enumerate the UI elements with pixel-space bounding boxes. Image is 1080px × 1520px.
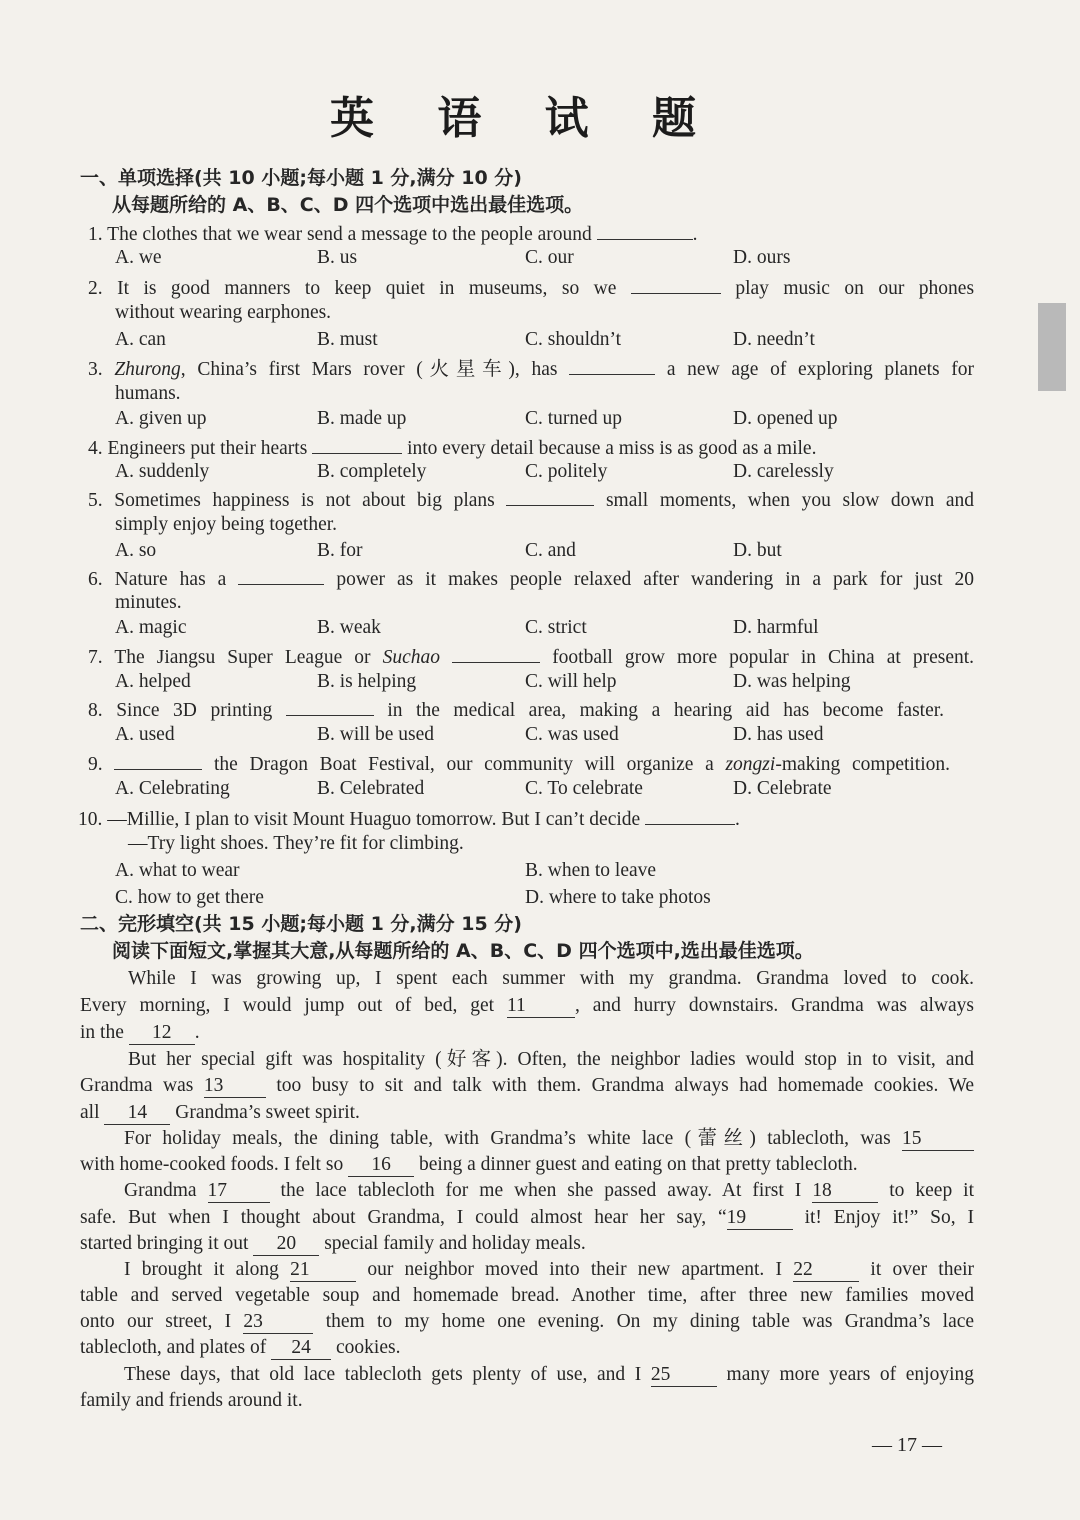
question-2-cont: without wearing earphones.	[115, 302, 332, 323]
question-6-cont: minutes.	[115, 592, 182, 613]
answer-blank	[597, 219, 693, 240]
question-7-options: A. helped B. is helping C. will help D. was helping	[115, 671, 851, 692]
section1-instruction: 从每题所给的 A、B、C、D 四个选项中选出最佳选项。	[112, 194, 584, 216]
question-10-reply: —Try light shoes. They’re fit for climbing.	[128, 833, 464, 854]
cloze-blank-14: 14	[104, 1102, 170, 1125]
question-10-options-row2: C. how to get there D. where to take photos	[115, 887, 711, 908]
cloze-blank-24: 24	[271, 1337, 331, 1360]
passage-line-17: family and friends around it.	[80, 1390, 303, 1411]
answer-blank	[312, 433, 402, 454]
question-6-stem: 6. Nature has a power as it makes people relaxed after wandering in a park for just 20	[88, 564, 974, 590]
side-tab-marker	[1038, 303, 1066, 391]
question-8-stem: 8. Since 3D printing in the medical area, making a hearing aid has become faster.	[88, 695, 944, 721]
question-5-cont: simply enjoy being together.	[115, 514, 338, 535]
passage-line-6: all 14 Grandma’s sweet spirit.	[80, 1102, 360, 1123]
passage-line-8: with home-cooked foods. I felt so 16 being a dinner guest and eating on that pretty tablecloth.	[80, 1154, 858, 1175]
question-6-options: A. magic B. weak C. strict D. harmful	[115, 617, 819, 638]
question-5-stem: 5. Sometimes happiness is not about big plans small moments, when you slow down and	[88, 485, 974, 511]
question-7-stem: 7. The Jiangsu Super League or Suchao football grow more popular in China at present.	[88, 642, 974, 668]
passage-line-12: I brought it along 21 our neighbor moved into their new apartment. I 22 it over their	[124, 1259, 975, 1280]
passage-line-14: onto our street, I 23 them to my home one evening. On my dining table was Grandma’s lace	[80, 1311, 975, 1332]
answer-blank	[238, 564, 324, 585]
cloze-blank-23: 23	[243, 1311, 313, 1334]
passage-line-11: started bringing it out 20 special family and holiday meals.	[80, 1233, 586, 1254]
question-3-cont: humans.	[115, 383, 181, 404]
question-9-stem: 9. the Dragon Boat Festival, our community will organize a zongzi-making competition.	[88, 749, 950, 775]
section2-instruction: 阅读下面短文,掌握其大意,从每题所给的 A、B、C、D 四个选项中,选出最佳选项。	[112, 940, 814, 962]
section1-heading: 一、单项选择(共 10 小题;每小题 1 分,满分 10 分)	[80, 167, 522, 189]
passage-line-9: Grandma 17 the lace tablecloth for me when she passed away. At first I 18 to keep it	[124, 1180, 975, 1201]
question-9-options: A. Celebrating B. Celebrated C. To celebrate D. Celebrate	[115, 778, 832, 799]
answer-blank	[506, 485, 594, 506]
answer-blank	[631, 273, 721, 294]
cloze-blank-19: 19	[727, 1207, 793, 1230]
passage-line-10: safe. But when I thought about Grandma, I could almost hear her say, “19 it! Enjoy it!” So, I	[80, 1207, 974, 1228]
answer-blank	[114, 749, 202, 770]
question-3-stem: 3. Zhurong, China’s first Mars rover (火星车), has a new age of exploring planets for	[88, 354, 974, 380]
passage-line-1: While I was growing up, I spent each summer with my grandma. Grandma loved to cook.	[128, 968, 974, 989]
question-10-options-row1: A. what to wear B. when to leave	[115, 860, 657, 881]
cloze-blank-13: 13	[204, 1075, 266, 1098]
cloze-blank-25: 25	[651, 1364, 717, 1387]
passage-line-4: But her special gift was hospitality (好客). Often, the neighbor ladies would stop in to visit, and	[128, 1049, 974, 1070]
cloze-blank-21: 21	[290, 1259, 356, 1282]
question-2-stem: 2. It is good manners to keep quiet in museums, so we play music on our phones	[88, 273, 974, 299]
passage-line-13: table and served vegetable soup and homemade bread. Another time, after three new families moved	[80, 1285, 974, 1306]
page-number: — 17 —	[872, 1434, 942, 1456]
cloze-blank-15: 15	[902, 1128, 974, 1151]
cloze-blank-18: 18	[812, 1180, 878, 1203]
answer-blank	[569, 354, 655, 375]
passage-line-5: Grandma was 13 too busy to sit and talk with them. Grandma always had homemade cookies. We	[80, 1075, 975, 1096]
cloze-blank-22: 22	[793, 1259, 859, 1282]
answer-blank	[452, 642, 540, 663]
passage-line-2: Every morning, I would jump out of bed, get 11 , and hurry downstairs. Grandma was always	[80, 995, 975, 1016]
question-8-options: A. used B. will be used C. was used D. has used	[115, 724, 824, 745]
question-1-options: A. we B. us C. our D. ours	[115, 247, 791, 268]
answer-blank	[645, 804, 735, 825]
passage-line-3: in the 12 .	[80, 1022, 200, 1043]
question-1-stem: 1. The clothes that we wear send a message to the people around .	[88, 219, 948, 245]
cloze-blank-11: 11	[507, 995, 575, 1018]
passage-line-15: tablecloth, and plates of 24 cookies.	[80, 1337, 401, 1358]
question-10-stem: 10. —Millie, I plan to visit Mount Huaguo tomorrow. But I can’t decide .	[78, 804, 938, 830]
question-3-options: A. given up B. made up C. turned up D. opened up	[115, 408, 838, 429]
cloze-blank-12: 12	[129, 1022, 195, 1045]
section2-heading: 二、完形填空(共 15 小题;每小题 1 分,满分 15 分)	[80, 913, 522, 935]
passage-line-16: These days, that old lace tablecloth gets plenty of use, and I 25 many more years of enjoying	[124, 1364, 975, 1385]
question-5-options: A. so B. for C. and D. but	[115, 540, 782, 561]
question-4-stem: 4. Engineers put their hearts into every detail because a miss is as good as a mile.	[88, 433, 948, 459]
question-2-options: A. can B. must C. shouldn’t D. needn’t	[115, 329, 815, 350]
question-4-options: A. suddenly B. completely C. politely D. carelessly	[115, 461, 834, 482]
answer-blank	[286, 695, 374, 716]
cloze-blank-17: 17	[208, 1180, 270, 1203]
page-title: 英 语 试 题	[330, 93, 720, 144]
cloze-blank-20: 20	[253, 1233, 319, 1256]
passage-line-7: For holiday meals, the dining table, with Grandma’s white lace (蕾丝) tablecloth, was 15	[124, 1126, 974, 1152]
cloze-blank-16: 16	[348, 1154, 414, 1177]
